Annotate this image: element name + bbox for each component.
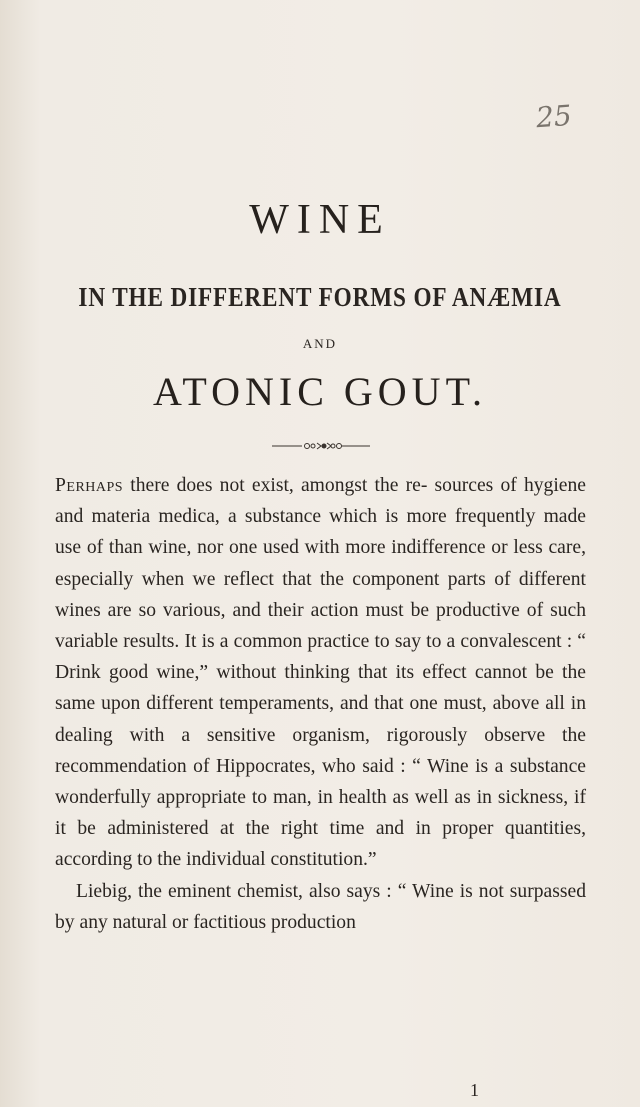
page-subtitle: IN THE DIFFERENT FORMS OF ANÆMIA [78,282,562,312]
page-number: 1 [470,1080,479,1100]
paragraph-text: Liebig, the eminent chemist, also says : “ Wine is not surpassed by any natural or factitious production [55,880,586,933]
paragraph-2 [55,876,586,938]
paragraph-lead: Perhaps [55,475,124,496]
handwritten-page-note: 25 [534,98,573,135]
paragraph-text: there does not exist, amongst the re- sources of hygiene and materia medica, a substance which is more frequently made use of than wine, nor one used with more indifference or less care, especially when we reflect that the component parts of different wines are so various, and their action must be productive of such variable results. It is a common practice to say to a convalescent : “ Drink good wine,” without thinking that its effect cannot be the same upon different temperaments, and that one must, above all in dealing with a sensitive organism, rigorously observe the recommendation of Hippocrates, who said : “ Wine is a substance wonderfully appropriate to man, in health as well as in sickness, if it be administered at the right time and in proper quantities, according to the individual constitution.” [55,475,586,871]
page-title-secondary: ATONIC GOUT. [152,369,488,414]
paragraph-1 [55,470,586,876]
body-text [55,470,586,938]
title-conjunction: AND [302,336,338,351]
divider-ornament [272,441,370,451]
page-title: WINE [249,197,391,243]
